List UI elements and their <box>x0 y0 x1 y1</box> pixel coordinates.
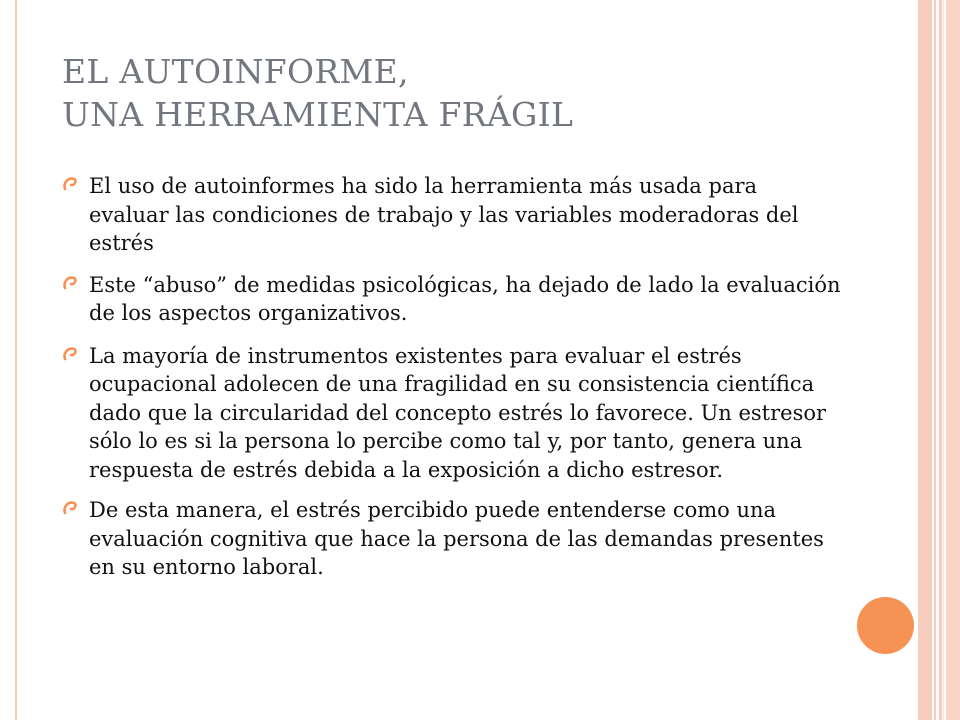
orange-circle-decoration <box>857 597 914 654</box>
bullet-text: Este “abuso” de medidas psicológicas, ha dejado de lado la evaluación de los aspectos organizativos. <box>89 272 841 325</box>
slide-title <box>62 50 882 136</box>
right-decor-stripe <box>918 0 932 720</box>
right-decor-stripe-thin <box>934 0 936 720</box>
bullet-item <box>62 271 842 328</box>
bullet-text: De esta manera, el estrés percibido puede entenderse como una evaluación cognitiva que hace la persona de las demandas presentes en su entorno laboral. <box>89 498 824 579</box>
bullet-list <box>62 172 842 595</box>
title-line-2: UNA HERRAMIENTA FRÁGIL <box>62 95 574 134</box>
bullet-text: El uso de autoinformes ha sido la herramienta más usada para evaluar las condiciones de trabajo y las variables moderadoras del estrés <box>89 174 799 255</box>
bullet-item <box>62 342 842 485</box>
swirl-bullet-icon <box>62 174 78 194</box>
title-line-1: EL AUTOINFORME, <box>62 52 409 91</box>
right-decor-stripe-thin <box>939 0 942 720</box>
right-decor-stripe-outer <box>946 0 960 720</box>
bullet-text: La mayoría de instrumentos existentes para evaluar el estrés ocupacional adolecen de una fragilidad en su consistencia científica dado que la circularidad del concepto estrés lo favorece. Un estresor sólo lo es si la persona lo percibe como tal y, por tanto, genera una respuesta de estrés debida a la exposición a dicho estresor. <box>89 343 827 482</box>
swirl-bullet-icon <box>62 273 78 293</box>
swirl-bullet-icon <box>62 344 78 364</box>
left-frame-line <box>15 0 17 720</box>
bullet-item <box>62 496 842 582</box>
swirl-bullet-icon <box>62 498 78 518</box>
right-decor-stripe-light <box>943 0 944 720</box>
bullet-item <box>62 172 842 258</box>
